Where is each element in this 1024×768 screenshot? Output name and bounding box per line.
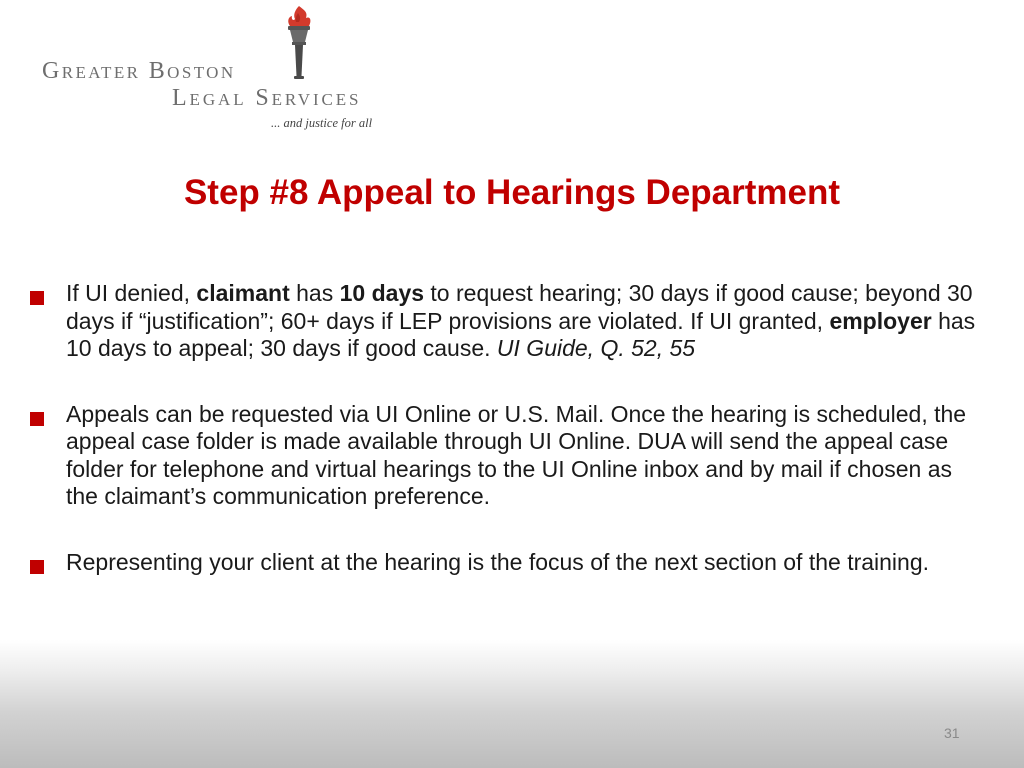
page-number: 31 xyxy=(944,725,960,741)
emphasis-employer: employer xyxy=(829,307,932,334)
emphasis-10-days: 10 days xyxy=(339,280,425,306)
bullet-item xyxy=(30,549,990,577)
citation: UI Guide, Q. 52, 55 xyxy=(496,335,696,361)
bullet-text: Representing your client at the hearing is the focus of the next section of the training. xyxy=(66,548,930,575)
logo-text-line2: Legal Services xyxy=(172,85,362,111)
gbls-logo xyxy=(0,0,400,140)
bullet-square-icon xyxy=(30,560,44,574)
bullet-list xyxy=(30,280,990,576)
bullet-text: If UI denied, claimant has 10 days to request hearing; 30 days if good cause; beyond 30 days if “justification”; 60+ days if LEP provisions are violated. If UI granted, employer has 10 days to appeal; 30 days if good cause. UI Guide, Q. 52, 55 xyxy=(66,280,976,361)
logo-text-line1: Greater Boston xyxy=(42,58,236,84)
bullet-item xyxy=(30,401,990,511)
torch-icon xyxy=(282,4,316,80)
emphasis-claimant: claimant xyxy=(196,280,290,306)
logo-tagline: ... and justice for all xyxy=(271,116,373,130)
bullet-square-icon xyxy=(30,291,44,305)
slide-title: Step #8 Appeal to Hearings Department xyxy=(183,173,841,212)
bullet-text: Appeals can be requested via UI Online or U.S. Mail. Once the hearing is scheduled, the appeal case folder is made available through UI Online. DUA will send the appeal case folder for telephone and virtual hearings to the UI Online inbox and by mail if chosen as the claimant’s communication preference. xyxy=(66,400,967,509)
bullet-item xyxy=(30,280,990,363)
bullet-square-icon xyxy=(30,412,44,426)
